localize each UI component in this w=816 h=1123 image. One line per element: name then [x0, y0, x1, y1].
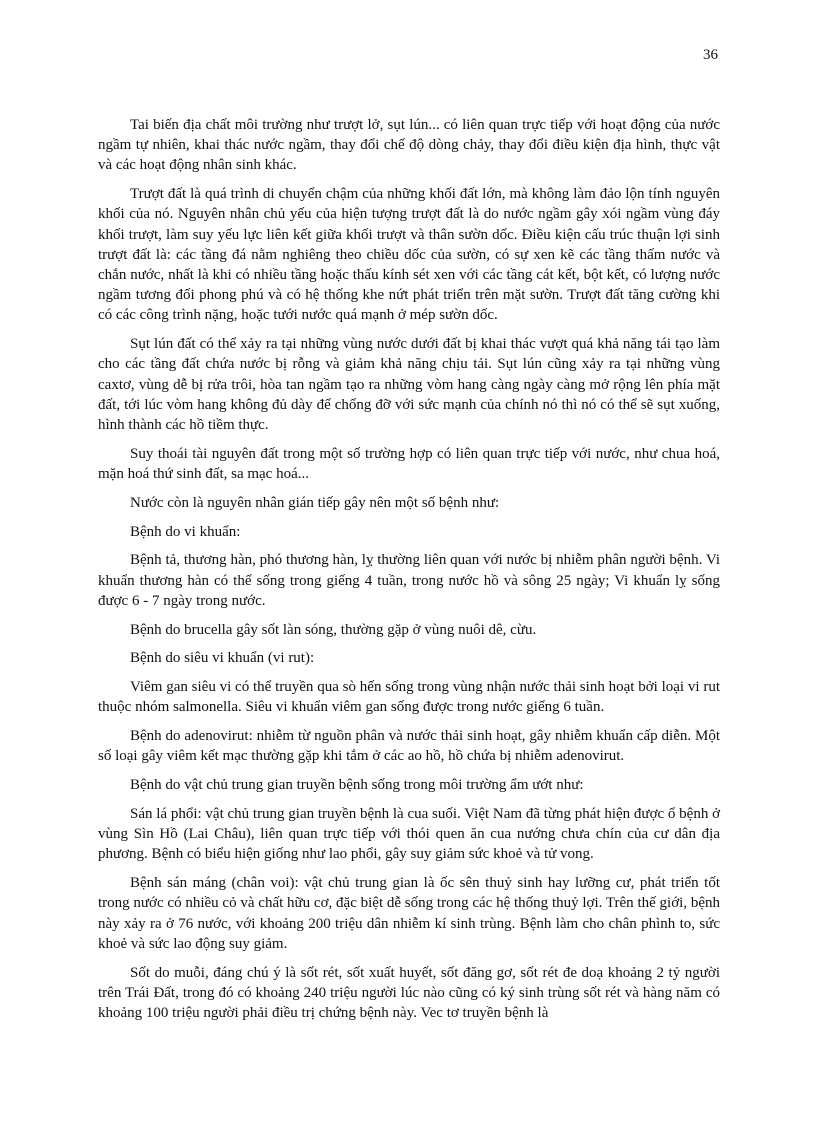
- paragraph-soil-degradation: Suy thoái tài nguyên đất trong một số trường hợp có liên quan trực tiếp với nước, như chua hoá, mặn hoá thứ sinh đất, sa mạc hoá...: [98, 445, 720, 483]
- paragraph-virus-heading: Bệnh do siêu vi khuẩn (vi rut):: [130, 650, 315, 667]
- paragraph-bacteria-heading: Bệnh do vi khuẩn:: [130, 523, 241, 540]
- paragraph-geological-hazards: Tai biến địa chất môi trường như trượt lở, sụt lún... có liên quan trực tiếp với hoạt động của nước ngầm tự nhiên, khai thác nước ngầm, thay đổi chế độ dòng chảy, thay đổi điều kiện địa hình, thực vật và các hoạt động nhân sinh khác.: [98, 117, 720, 174]
- paragraph-brucella: Bệnh do brucella gây sốt làn sóng, thường gặp ở vùng nuôi dê, cừu.: [130, 621, 537, 638]
- paragraph-schistosomiasis: Bệnh sán máng (chân voi): vật chủ trung gian là ốc sên thuỷ sinh hay lưỡng cư, phát triển tốt trong nước có nhiều cỏ và chất hữu cơ, đặc biệt dễ sống trong các hệ thống thuỷ lợi. Trên thế giới, bệnh này xảy ra ở 76 nước, với khoảng 200 triệu dân nhiễm kí sinh trùng. Bệnh làm cho chân phình to, sức khoẻ và sức lao động suy giảm.: [98, 875, 720, 952]
- paragraph-landslide: Trượt đất là quá trình di chuyển chậm của những khối đất lớn, mà không làm đảo lộn tính nguyên khối của nó. Nguyên nhân chủ yếu của hiện tượng trượt đất là do nước ngầm gây xói ngầm vùng đáy khối trượt, làm suy yếu lực liên kết giữa khối trượt và thân sườn dốc. Điều kiện cấu trúc thuận lợi sinh trượt đất là: các tầng đá nằm nghiêng theo chiều dốc của sườn, có sự xen kẽ các tầng thấm nước và chắn nước, nhất là khi có nhiều tầng hoặc thấu kính sét xen với các tầng cát kết, bột kết, có lượng nước ngầm tương đối phong phú và có hệ thống khe nứt phát triển trên mặt sườn. Trượt đất tăng cường khi có các công trình nặng, hoặc tưới nước quá mạnh ở mép sườn dốc.: [98, 186, 720, 324]
- paragraph-lung-fluke: Sán lá phổi: vật chủ trung gian truyền bệnh là cua suối. Việt Nam đã từng phát hiện được ổ bệnh ở vùng Sìn Hồ (Lai Châu), liên quan trực tiếp với thói quen ăn cua nướng chưa chín của cư dân địa phương. Bệnh có biểu hiện giống như lao phổi, gây suy giảm sức khoẻ và tử vong.: [98, 806, 720, 863]
- paragraph-adenovirus: Bệnh do adenovirut: nhiễm từ nguồn phân và nước thải sinh hoạt, gây nhiễm khuẩn cấp diễn. Một số loại gây viêm kết mạc thường gặp khi tắm ở các ao hồ, hồ chứa bị nhiễm adenovirut.: [98, 728, 720, 765]
- page-number: 36: [703, 47, 718, 63]
- paragraph-hepatitis: Viêm gan siêu vi có thể truyền qua sò hến sống trong vùng nhận nước thải sinh hoạt bởi loại vi rut thuộc nhóm salmonella. Siêu vi khuẩn viêm gan sống được trong nước giếng 6 tuần.: [98, 679, 720, 716]
- paragraph-mosquito-fever: Sốt do muỗi, đáng chú ý là sốt rét, sốt xuất huyết, sốt đăng gơ, sốt rét đe doạ khoảng 2 tỷ người trên Trái Đất, trong đó có khoảng 240 triệu người lúc nào cũng có ký sinh trùng sốt rét và hàng năm có khoảng 100 triệu người phải điều trị chứng bệnh này. Vec tơ truyền bệnh là: [98, 964, 720, 1022]
- paragraph-disease-intro: Nước còn là nguyên nhân gián tiếp gây nên một số bệnh như:: [130, 494, 500, 511]
- paragraph-subsidence: Sụt lún đất có thể xảy ra tại những vùng nước dưới đất bị khai thác vượt quá khả năng tái tạo làm cho các tầng đất chứa nước bị rỗng và giảm khả năng chịu tải. Sụt lún cũng xảy ra tại những vùng caxtơ, vùng dễ bị rửa trôi, hòa tan ngầm tạo ra những vòm hang càng ngày càng mở rộng lên phía mặt đất, tới lúc vòm hang không đủ dày để chống đỡ với sức mạnh của chính nó thì nó có thể sẽ sụt xuống, hình thành các hồ tiềm thực.: [98, 336, 720, 434]
- body-text: [98, 115, 720, 1032]
- paragraph-bacterial-diseases: Bệnh tả, thương hàn, phó thương hàn, lỵ thường liên quan với nước bị nhiễm phân người bệnh. Vi khuẩn thương hàn có thể sống trong giếng 4 tuần, trong nước hồ và sông 25 ngày; Vi khuẩn lỵ sống được 6 - 7 ngày trong nước.: [98, 552, 720, 609]
- paragraph-vector-heading: Bệnh do vật chủ trung gian truyền bệnh sống trong môi trường ẩm ướt như:: [130, 777, 584, 794]
